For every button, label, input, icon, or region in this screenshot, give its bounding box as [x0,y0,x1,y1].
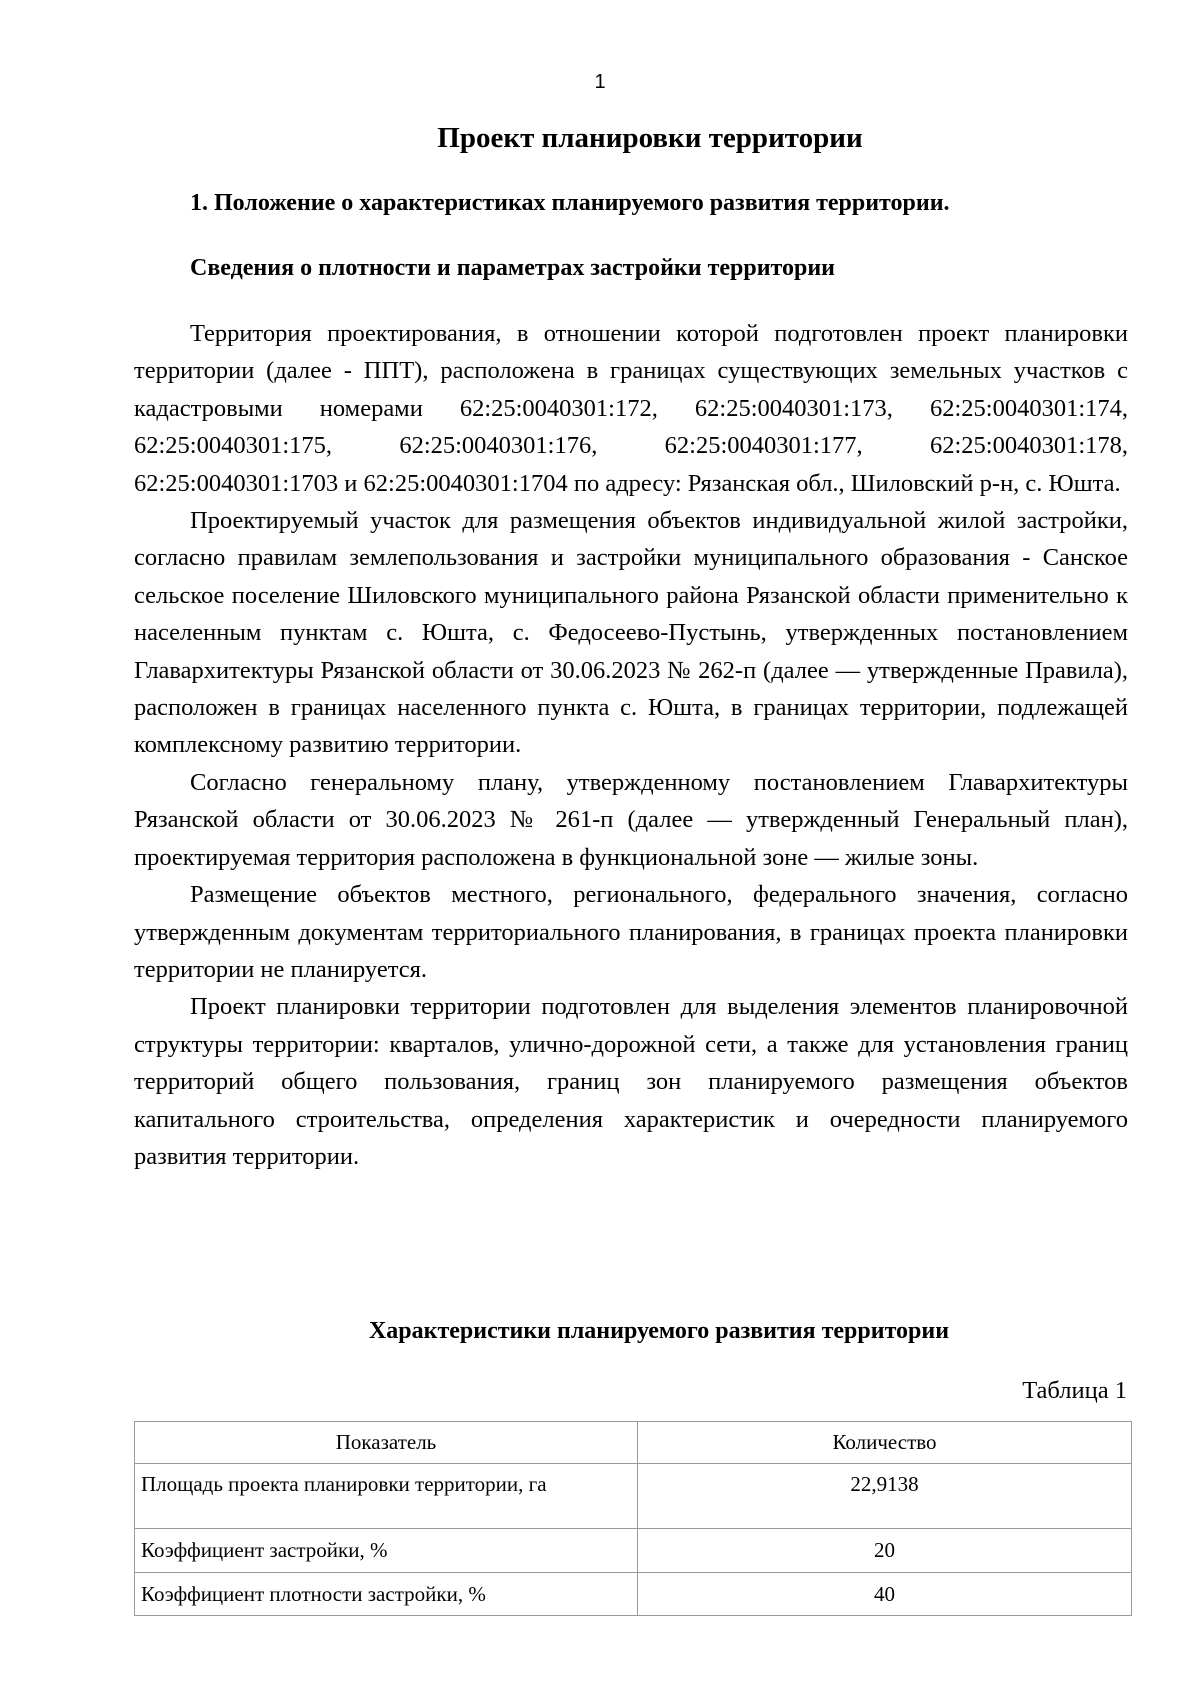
table-header-cell: Количество [638,1422,1132,1464]
characteristics-table [134,1421,1132,1616]
table-cell: Коэффициент плотности застройки, % [135,1573,638,1616]
table-label: Таблица 1 [1022,1377,1127,1404]
table-row [135,1529,1132,1573]
section-heading: 1. Положение о характеристиках планируемого развития территории. [190,190,950,216]
table-header-cell: Показатель [135,1422,638,1464]
table-cell: 20 [638,1529,1132,1573]
paragraph: Проектируемый участок для размещения объектов индивидуальной жилой застройки, согласно правилам землепользования и застройки муниципального образования - Санское сельское поселение Шиловского муниципального района Рязанской области применительно к населенным пунктам с. Юшта, с. Федосеево-Пустынь, утвержденных постановлением Главархитектуры Рязанской области от 30.06.2023 № 262-п (далее — утвержденные Правила), расположен в границах населенного пункта с. Юшта, в границах территории, подлежащей комплексному развитию территории. [134,507,1128,759]
table-cell: 40 [638,1573,1132,1616]
table-header-row [135,1422,1132,1464]
document-title: Проект планировки территории [437,122,863,154]
table-cell: 22,9138 [638,1464,1132,1529]
table-cell: Коэффициент застройки, % [135,1529,638,1573]
table-title: Характеристики планируемого развития территории [368,1318,950,1344]
table-row [135,1573,1132,1616]
paragraph: Размещение объектов местного, регионального, федерального значения, согласно утвержденным документам территориального планирования, в границах проекта планировки территории не планируется. [134,881,1128,983]
page-number: 1 [594,71,606,93]
table-row [135,1464,1132,1529]
paragraph: Проект планировки территории подготовлен для выделения элементов планировочной структуры территории: кварталов, улично-дорожной сети, а также для установления границ территорий общего пользования, границ зон планируемого размещения объектов капитального строительства, определения характеристик и очередности планируемого развития территории. [134,993,1128,1170]
paragraph: Согласно генеральному плану, утвержденному постановлением Главархитектуры Рязанской области от 30.06.2023 № 261-п (далее — утвержденный Генеральный план), проектируемая территория расположена в функциональной зоне — жилые зоны. [134,768,1128,871]
body-text [134,315,1128,1175]
sub-heading: Сведения о плотности и параметрах застройки территории [190,255,836,281]
paragraph: Территория проектирования, в отношении которой подготовлен проект планировки территории (далее - ППТ), расположена в границах существующих земельных участков с кадастровыми номерами 62:25:0040301:172, 62:25:0040301:173, 62:25:0040301:174, 62:25:0040301:175, 62:25:0040301:176, 62:25:0040301:177, 62:25:0040301:178, 62:25:0040301:1703 и 62:25:0040301:1704 по адресу: Рязанская обл., Шиловский р-н, с. Юшта. [134,320,1128,497]
table-cell: Площадь проекта планировки территории, га [135,1464,638,1529]
